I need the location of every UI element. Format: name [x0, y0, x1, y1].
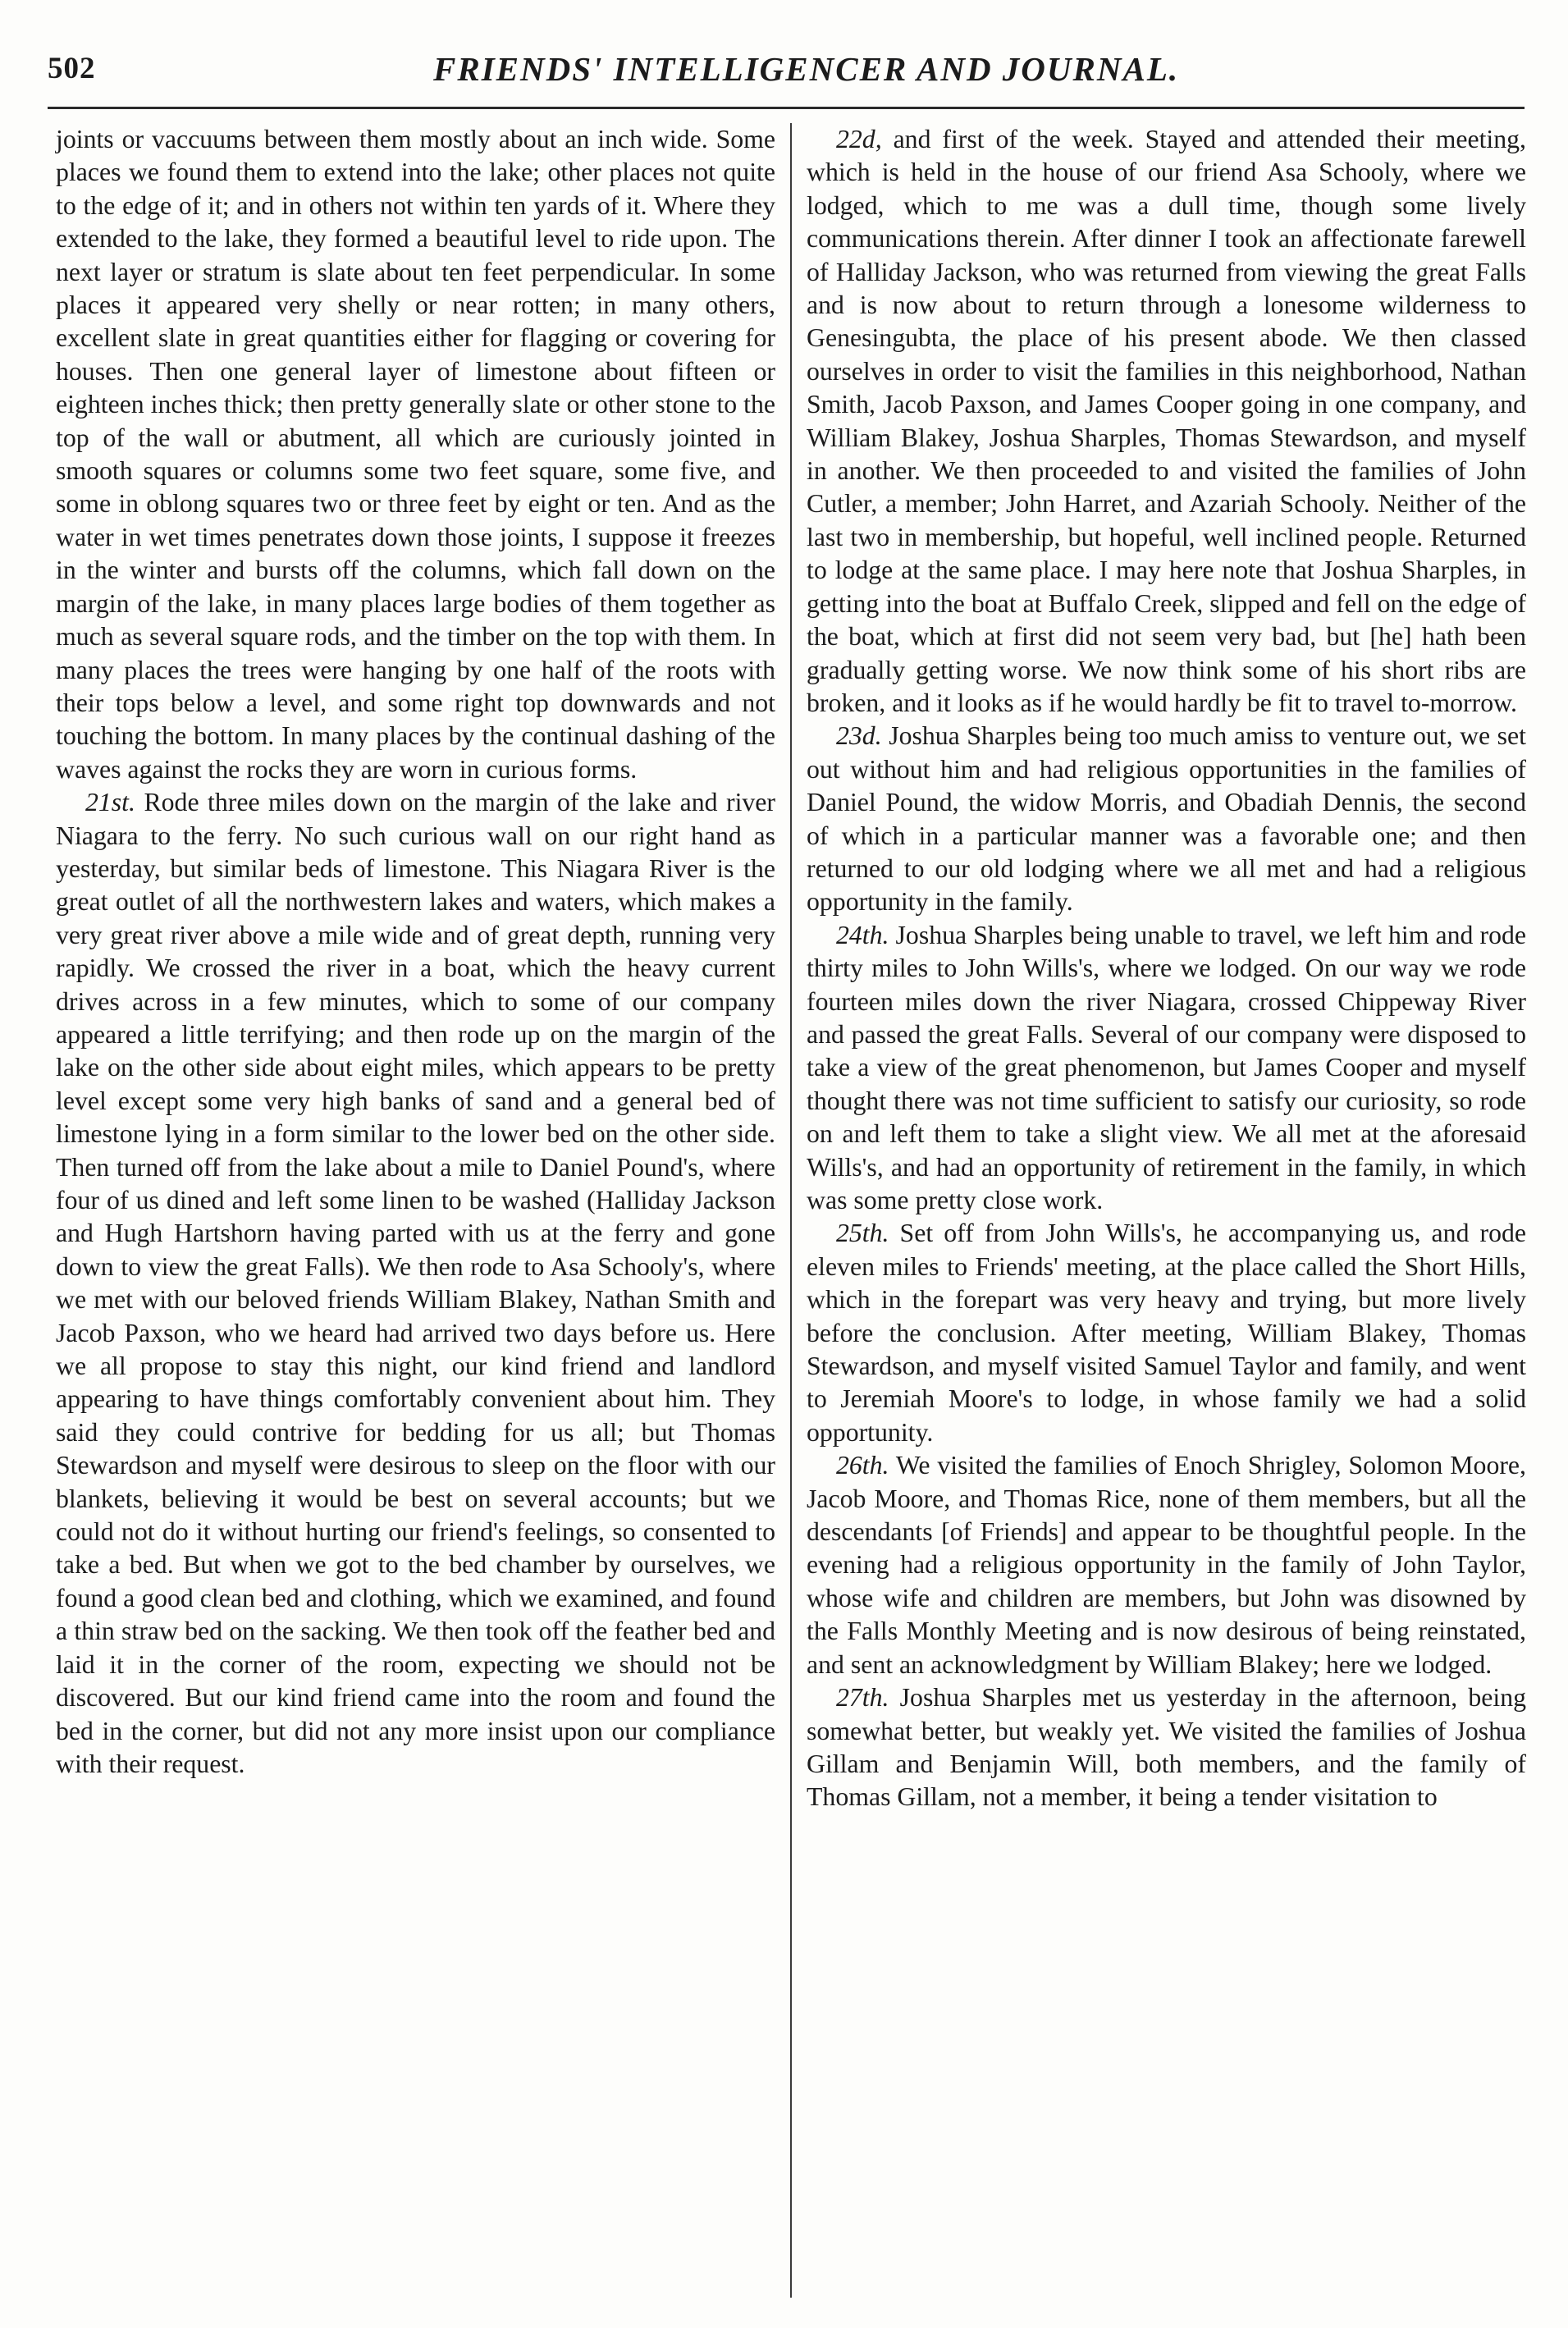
- entry-date: 21st.: [85, 788, 135, 817]
- header-rule: [48, 107, 1525, 109]
- page-header: [48, 48, 1533, 105]
- paragraph-text: Joshua Sharples being unable to travel, we left him and rode thirty miles to John Wills's, where we lodged. On our way we rode fourteen miles down the river Niagara, crossed Chippeway River and passed the great Falls. Several of our company were disposed to take a view of the great phenomenon, but James Cooper and myself thought there was not time sufficient to satisfy our curiosity, so rode on and left them to take a slight view. We all met at the aforesaid Wills's, and had an opportunity of retirement in the family, in which was some pretty close work.: [807, 920, 1526, 1214]
- paragraph: [56, 123, 775, 786]
- page-number: 502: [48, 52, 96, 85]
- paragraph-text: Joshua Sharples being too much amiss to venture out, we set out without him and had religious opportunities in the families of Daniel Pound, the widow Morris, and Obadiah Dennis, the second of which in a particular manner was a favorable one; and then returned to our old lodging where we all met and had a religious opportunity in the family.: [807, 721, 1527, 917]
- paragraph-text: Rode three miles down on the margin of the lake and river Niagara to the ferry. No such curious wall on our right hand as yesterday, but similar beds of limestone. This Niagara River is the great outlet of all the northwestern lakes and waters, which makes a very great river above a mile wide and of great depth, running very rapidly. We crossed the river in a boat, which the heavy current drives across in a few minutes, which to some of our company appeared a little terrifying; and then rode up on the margin of the lake on the other side about eight miles, which appears to be pretty level except some very high banks of sand and a general bed of limestone lying in a form similar to the lower bed on the other side. Then turned off from the lake about a mile to Daniel Pound's, where four of us dined and left some linen to be washed (Halliday Jackson and Hugh Hartshorn having parted with us at the ferry and gone down to view the great Falls). We then rode to Asa Schooly's, where we met with our beloved friends William Blakey, Nathan Smith and Jacob Paxson, who we heard had arrived two days before us. Here we all propose to stay this night, our kind friend and landlord appearing to have things comfortably convenient about him. They said they could contrive for bedding for us all; but Thomas Stewardson and myself were desirous to sleep on the floor with our blankets, believing it would be best on several accounts; but we could not do it without hurting our friend's feelings, so consented to take a bed. But when we got to the bed chamber by ourselves, we found a good clean bed and clothing, which we examined, and found a thin straw bed on the sacking. We then took off the feather bed and laid it in the corner of the room, expecting we should not be discovered. But our kind friend came into the room and found the bed in the corner, but did not any more insist upon our compliance with their request.: [56, 788, 776, 1778]
- paragraph: [807, 1449, 1526, 1681]
- running-title: FRIENDS' INTELLIGENCER AND JOURNAL.: [433, 50, 1180, 88]
- paragraph-text: Set off from John Wills's, he accompanying us, and rode eleven miles to Friends' meeting, at the place called the Short Hills, which in the forepart was very heavy and trying, but more lively before the conclusion. After meeting, William Blakey, Thomas Stewardson, and myself visited Samuel Taylor and family, and went to Jeremiah Moore's to lodge, in whose family we had a solid opportunity.: [807, 1219, 1527, 1447]
- entry-date: 26th.: [836, 1451, 889, 1480]
- paragraph: [807, 919, 1526, 1218]
- paragraph: [807, 720, 1526, 918]
- entry-date: 22d,: [836, 125, 882, 153]
- entry-date: 24th.: [836, 920, 889, 949]
- paragraph: [807, 123, 1526, 720]
- column-divider: [790, 123, 792, 2298]
- entry-date: 23d.: [836, 721, 882, 751]
- paragraph-text: Joshua Sharples met us yesterday in the afternoon, being somewhat better, but weakly yet. We visited the families of Joshua Gillam and Benjamin Will, both members, and the family of Thomas Gillam, not a member, it being a tender visitation to: [807, 1683, 1526, 1812]
- paragraph-text: We visited the families of Enoch Shrigley, Solomon Moore, Jacob Moore, and Thomas Rice, none of them members, but all the descendants [of Friends] and appear to be thoughtful people. In the evening had a religious opportunity in the family of John Taylor, whose wife and children are members, but John was disowned by the Falls Monthly Meeting and is now desirous of being reinstated, and sent an acknowledgment by William Blakey; here we lodged.: [807, 1451, 1526, 1679]
- entry-date: 25th.: [836, 1219, 889, 1248]
- paragraph: [807, 1217, 1526, 1449]
- paragraph: [56, 786, 775, 1781]
- right-column: [807, 123, 1526, 1814]
- paragraph-text: joints or vaccuums between them mostly about an inch wide. Some places we found them to extend into the lake; other places not quite to the edge of it; and in others not within ten yards of it. Where they extended to the lake, they formed a beautiful level to ride upon. The next layer or stratum is slate about ten feet perpendicular. In some places it appeared very shelly or near rotten; in many others, excellent slate in great quantities either for flagging or covering for houses. Then one general layer of limestone about fifteen or eighteen inches thick; then pretty generally slate or other stone to the top of the wall or abutment, all which are curiously jointed in smooth squares or columns some two feet square, some five, and some in oblong squares two or three feet by eight or ten. And as the water in wet times penetrates down those joints, I suppose it freezes in the winter and bursts off the columns, which fall down on the margin of the lake, in many places large bodies of them together as much as several square rods, and the timber on the top with them. In many places the trees were hanging by one half of the roots with their tops below a level, and some right top downwards and not touching the bottom. In many places by the continual dashing of the waves against the rocks they are worn in curious forms.: [56, 125, 775, 784]
- left-column: [56, 123, 775, 1781]
- entry-date: 27th.: [836, 1683, 889, 1713]
- paragraph: [807, 1681, 1526, 1814]
- paragraph-text: and first of the week. Stayed and attended their meeting, which is held in the house of our friend Asa Schooly, where we lodged, which to me was a dull time, though some lively communications therein. After dinner I took an affectionate farewell of Halliday Jackson, who was returned from viewing the great Falls and is now about to return through a lonesome wilderness to Genesingubta, the place of his present abode. We then classed ourselves in order to visit the families in this neighborhood, Nathan Smith, Jacob Paxson, and James Cooper going in one company, and William Blakey, Joshua Sharples, Thomas Stewardson, and myself in another. We then proceeded to and visited the families of John Cutler, a member; John Harret, and Azariah Schooly. Neither of the last two in membership, but hopeful, well inclined people. Returned to lodge at the same place. I may here note that Joshua Sharples, in getting into the boat at Buffalo Creek, slipped and fell on the edge of the boat, which at first did not seem very bad, but [he] hath been gradually getting worse. We now think some of his short ribs are broken, and it looks as if he would hardly be fit to travel to-morrow.: [807, 125, 1526, 717]
